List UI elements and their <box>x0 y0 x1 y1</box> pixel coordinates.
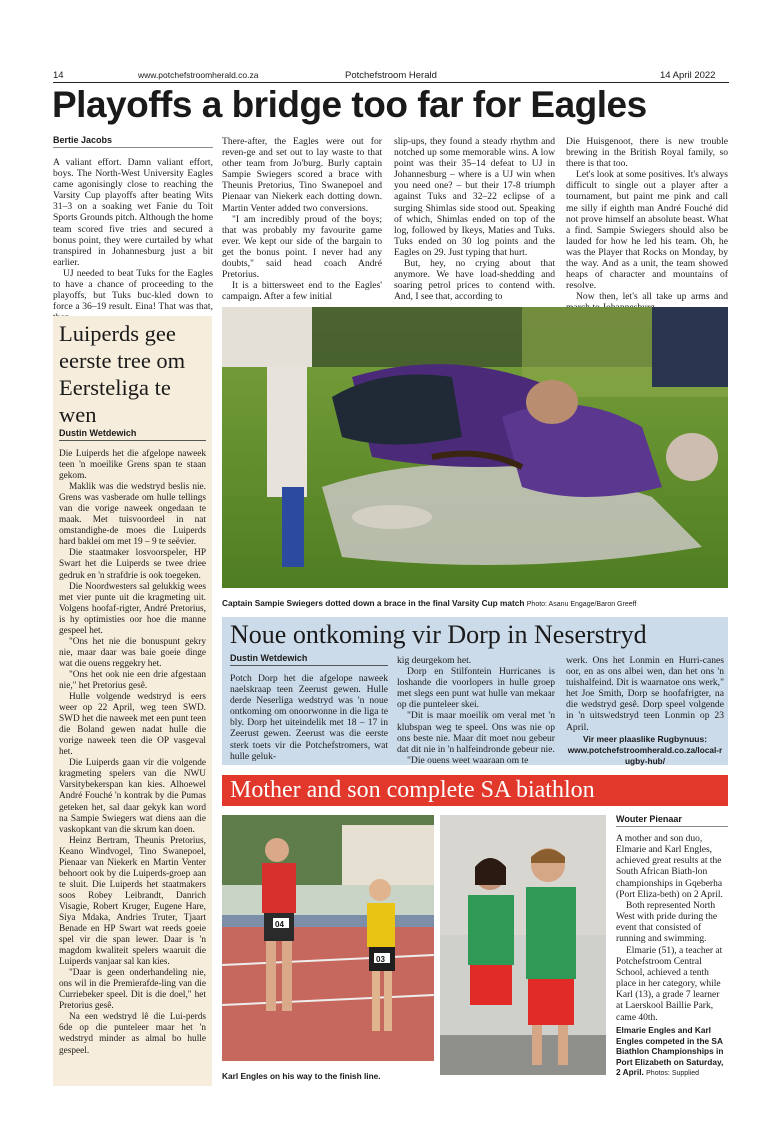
more-news-link[interactable]: www.potchefstroomherald.co.za/local-rugby-hub/ <box>567 744 723 766</box>
dorp-column-1 <box>230 673 388 762</box>
paragraph: Hulle volgende wedstryd is eers weer op 22 April, weg teen SWD. SWD het die naweek met een punt teen die Boland gewen nadat hulle die vorige naweek teen die OP vasgeval het. <box>59 692 206 758</box>
main-byline: Bertie Jacobs <box>53 135 213 148</box>
sidebar-byline: Dustin Wetdewich <box>59 428 206 441</box>
paragraph: "I am incredibly proud of the boys; that was probably my favourite game ever. We kept our side of the bargain to get the bonus point. I never had any doubts," said head coach André Pretorius. <box>222 213 382 281</box>
runner-illustration <box>222 815 434 1061</box>
caption-text: Captain Sampie Swiegers dotted down a brace in the final Varsity Cup match <box>222 598 525 608</box>
caption-text: Elmarie Engles and Karl Engles competed in the SA Biathlon Championships in Port Elizabeth on Saturday, 2 April. <box>616 1025 724 1077</box>
photo-credit: Photos: Supplied <box>646 1070 700 1077</box>
sidebar-body <box>59 449 206 1057</box>
photo-credit: Photo: Asanu Engage/Baron Greeff <box>526 601 637 608</box>
dorp-byline: Dustin Wetdewich <box>230 653 388 666</box>
page-number: 14 <box>53 70 64 81</box>
rugby-photo-caption <box>222 598 728 611</box>
paragraph: kig deurgekom het. <box>397 655 472 666</box>
paragraph: Potch Dorp het die afgelope naweek naelskraap teen Zeerust gewen. Hulle derde Neserliga wedstryd was 'n noue ontkoming om onoorwonne in die liga te bly. Dorp het uiteindelik met 18 – 17 in Zeerust gewen. Zeerust was die eerste sterk toets vir die Potchefstromers, wat hulle geluk- <box>230 673 388 762</box>
mother-son-caption <box>616 1025 728 1080</box>
mother-son-illustration <box>440 815 606 1075</box>
paragraph: Let's look at some positives. It's always difficult to single out a player after a tournament, but paint me pink and call me silly if eighth man André Fouché did not prove himself an absolute beast. What a find. Sampie Swiegers should also be lauded for how he led his team. Oh, he was the Player that Rocks on Monday, by the way. And as a unit, the team showed heaps of character and mountains of resolve. <box>566 169 728 292</box>
runner-photo <box>222 815 434 1061</box>
header-rule <box>53 82 729 83</box>
main-column-4 <box>566 136 728 314</box>
paragraph: "Die ouens weet waaraan om te <box>407 754 529 766</box>
paragraph: UJ needed to beat Tuks for the Eagles to have a chance of proceeding to the playoffs, but Tuks buc-kled down to force a 36–19 result. Eina! That was that, <box>53 267 213 313</box>
paragraph: Both represented North West with pride during the event that consisted of running and swimming. <box>616 900 718 945</box>
biathlon-body <box>616 834 728 1024</box>
paragraph: Maklik was die wedstryd beslis nie. Grens was vasberade om hulle tellings van die vorige naweek ongedaan te maak. Met tuisvoordeel in nat omstandighe-de moes die Luiperds hard baklei om met 19 – 9 te seëvier. <box>59 482 206 548</box>
paragraph: Die Luiperds gaan vir die volgende kragmeting spelers van die NWU Varsitybekerspan kan kies. Alhoewel André Fouché 'n kontrak by die Pumas geteken het, sal daar gekyk kan word na Sampie Swiegers wat diens aan die vaskopkant van die skrum kan doen. <box>59 758 206 835</box>
website-url: www.potchefstroomherald.co.za <box>138 70 259 80</box>
main-headline: Playoffs a bridge too far for Eagles <box>52 84 647 125</box>
paragraph: Die Huisgenoot, there is new trouble brewing in the British Royal family, so there is that too. <box>566 136 728 170</box>
paragraph: Now then, let's all take up arms and <box>576 291 728 303</box>
sidebar-headline: Luiperds gee eerste tree om Eersteliga te wen <box>59 321 186 427</box>
biathlon-headline: Mother and son complete SA biathlon <box>230 777 595 803</box>
main-column-1 <box>53 157 213 323</box>
paper-name: Potchefstroom Herald <box>345 70 437 81</box>
paragraph: But, hey, no crying about that anymore. We have load-shedding and soaring petrol prices to contend with. And, I see that, according to <box>394 258 555 303</box>
paragraph: Elmarie (51), a teacher at Potchefstroom Central School, achieved a tenth place in her category, while Karl (13), a grade 7 learner at Laerskool Baillie Park, came 40th. <box>616 945 723 1023</box>
paragraph: Die staatmaker losvoorspeler, HP Swart het die Luiperds se twee driee gedruk en 'n strafdrie is ook toegeken. <box>59 548 206 581</box>
paragraph: Heinz Bertram, Theunis Pretorius, Keano Windvogel, Tino Swanepoel, Pienaar van Niekerk en Martin Venter behoort ook by die Luiperds-groep aan te sluit. Die Luiperds het staatmakers soos Robey Leibrandt, Danrich Visagie, Robert Kruger, Eugene Hare, Siya Mdaka, Andries Truter, Tjaart Benade en HP Swart wat reeds goeie spel vir die span lewer. Daar is 'n magdom kwaliteit spelers waaruit die Luiperds vanjaar sal kan kies. <box>59 835 206 968</box>
dorp-column-3 <box>566 655 724 767</box>
paragraph: werk. Ons het Lonmin en Hurri-canes oor, en as ons albei wen, dan het ons 'n tuishalfeind. Dit is waarnatoe ons werk," het Joe Smith, Dorp se hoofafrigter, na die wedstryd gesê. Dorp speel volgende in 'n uitswedstryd teen Lonmin op 23 April. <box>566 655 724 733</box>
paragraph: Na een wedstryd lê die Lui-perds 6de op die punteleer maar het 'n wedstryd minder as almal bo hulle gespeel. <box>59 1012 206 1056</box>
paragraph: A mother and son duo, Elmarie and Karl Engles, achieved great results at the South African Biath-lon championships in Gqeberha (Port Eliza-beth) on 2 April. <box>616 834 723 900</box>
paragraph: slip-ups, they found a steady rhythm and notched up some memorable wins. A low point was their 35–14 defeat to UJ in Johannesburg – where is a UJ win when you need one? – but their 17-8 triumph against Tuks and 32–22 eclipse of a surging Shimlas side stood out. Speaking of which, Shimlas ended on top of the log, followed by Ikeys, Maties and Tuks. Tuks ended on 30 log points and the Eagles on 29. Just typing that hurt. <box>394 136 555 258</box>
paragraph: It is a bittersweet end to the Eagles' campaign. After a few initial <box>222 280 382 303</box>
paragraph: "Ons het nie die bonuspunt gekry nie, maar daar was baie goeie dinge wat die ouens reggekry het. <box>59 636 206 669</box>
paragraph: Die Noordwesters sal gelukkig wees met vier punte uit die kragmeting uit. Volgens hoofaf-rigter, André Pretorius, is hy optimisties oor hoe die manne gespeel het. <box>59 581 206 636</box>
mother-son-photo <box>440 815 606 1075</box>
paragraph: "Ons het ook nie een drie afgestaan nie," het Pretorius gesê. <box>59 669 206 691</box>
paragraph: A valiant effort. Damn valiant effort, boys. The North-West University Eagles came agonisingly close to reaching the Varsity Cup playoffs after beating Wits 31–3 on a soaking wet Fanie du Toit Sports Grounds pitch. Although the home team scored five tries and secured a bonus point, they were curtailed by what transpired in Johannesburg just a bit earlier. <box>53 157 213 268</box>
dorp-headline: Noue ontkoming vir Dorp in Neserstryd <box>230 620 647 649</box>
paragraph: There-after, the Eagles were out for reven-ge and set out to lay waste to that other team from Jo'burg. Burly captain Sampie Swiegers scored a brace with Theunis Pretorius, Tino Swanepoel and Pienaar van Niekerk each dotting down. Martin Venter added two conversions. <box>222 136 382 214</box>
bib-number-1: 04 <box>275 920 284 929</box>
paragraph: "Dit is maar moeilik om veral met 'n klubspan weg te speel. Ons was nie op ons beste nie. Maar dit moet nou gebeur dat dit nie in 'n halfeindronde gebeur nie. <box>397 710 555 755</box>
main-column-2 <box>222 136 382 302</box>
dorp-column-2 <box>397 655 555 766</box>
paragraph: "Daar is geen onderhandeling nie, ons wil in die Premierafde-ling van die Curriebeker speel. Dit is die doel," het Pretorius gesê. <box>59 968 206 1012</box>
paragraph: Die Luiperds het die afgelope naweek teen 'n moeilike Grens span te staan gekom. <box>59 449 206 482</box>
main-column-3 <box>394 136 555 302</box>
biathlon-byline: Wouter Pienaar <box>616 814 728 827</box>
bib-number-2: 03 <box>376 955 385 964</box>
more-news-label: Vir meer plaaslike Rugbynuus: <box>582 733 708 744</box>
paragraph: Dorp en Stilfontein Hurricanes is loshande die voorlopers in hulle groep met slegs een punt wat hulle van mekaar op die punteleer skei. <box>397 666 555 711</box>
rugby-photo <box>222 307 728 588</box>
runner-caption: Karl Engles on his way to the finish line. <box>222 1071 381 1081</box>
issue-date: 14 April 2022 <box>660 70 716 81</box>
rugby-scene-illustration <box>222 307 728 588</box>
